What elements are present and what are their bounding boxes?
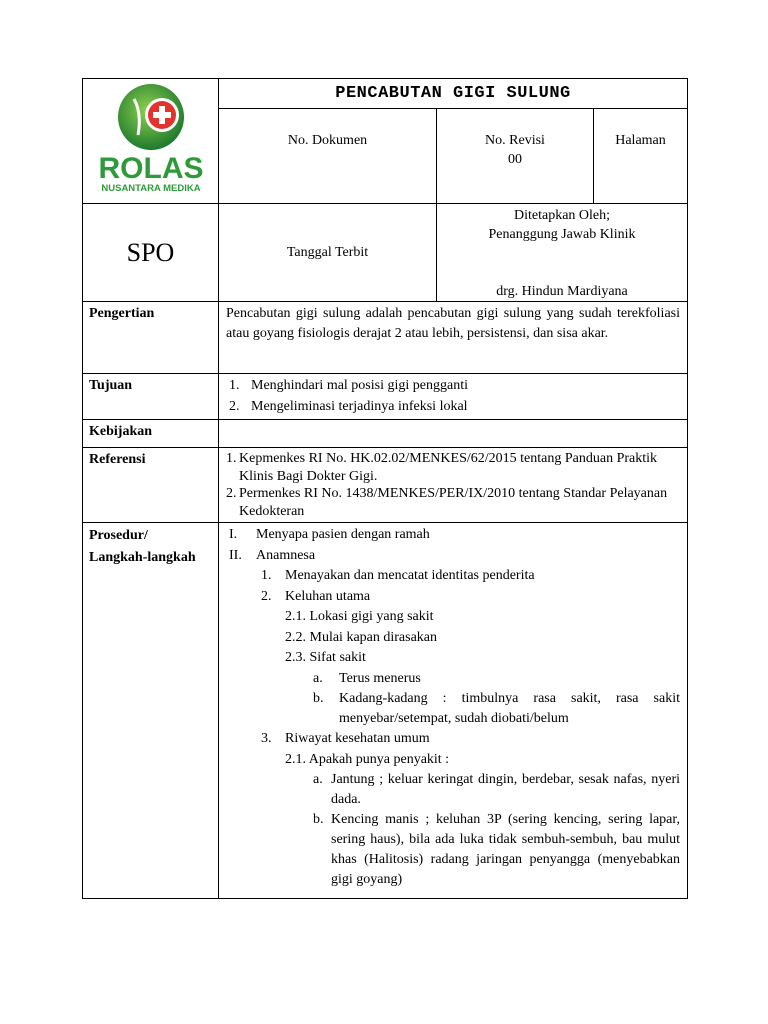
kebijakan-label: Kebijakan bbox=[83, 420, 219, 448]
step-ii: II. Anamnesa bbox=[229, 547, 316, 563]
list-item: 2. Mengeliminasi terjadinya infeksi lokal bbox=[229, 398, 468, 414]
step-3-1: 2.1. Apakah punya penyakit : bbox=[285, 751, 450, 767]
signer-name: drg. Hindun Mardiyana bbox=[496, 284, 628, 299]
step-3-1-b: b. Kencing manis ; keluhan 3P (sering kencing, sering lapar, sering haus), bila ada luka tidak sembuh-sembuh, bau mulut khas (Halitosis) radang jaringan penyangga (menyebabkan gigi goyang) bbox=[313, 812, 680, 887]
set-by-line: Ditetapkan Oleh; bbox=[513, 208, 611, 223]
referensi-list bbox=[219, 448, 688, 523]
step-3: 3. Riwayat kesehatan umum bbox=[261, 731, 430, 746]
step-2-3: 2.3. Sifat sakit bbox=[285, 650, 366, 665]
pengertian-label: Pengertian bbox=[83, 302, 219, 374]
logo-subtitle: NUSANTARA MEDIKA bbox=[100, 183, 201, 194]
page-label: Halaman bbox=[594, 108, 688, 203]
spo-label: SPO bbox=[83, 204, 219, 302]
referensi-label: Referensi bbox=[83, 448, 219, 523]
step-2: 2. Keluhan utama bbox=[261, 588, 371, 604]
document-title: PENCABUTAN GIGI SULUNG bbox=[219, 79, 688, 109]
doc-no-label: No. Dokumen bbox=[219, 108, 437, 203]
revision-cell bbox=[437, 108, 594, 203]
step-2-3-b: b. Kadang-kadang : timbulnya rasa sakit, rasa sakit menyebar/setempat, sudah diobati/belum bbox=[313, 691, 680, 726]
step-2-2: 2.2. Mulai kapan dirasakan bbox=[285, 629, 438, 645]
step-1: 1. Menayakan dan mencatat identitas penderita bbox=[261, 568, 535, 583]
tujuan-list bbox=[219, 374, 688, 420]
date-label: Tanggal Terbit bbox=[219, 204, 437, 302]
step-2-1: 2.1. Lokasi gigi yang sakit bbox=[285, 609, 434, 624]
pengertian-text: Pencabutan gigi sulung adalah pencabutan gigi sulung yang sudah terekfoliasi atau goyang fisiologis derajat 2 atau lebih, persistensi, dan sisa akar. bbox=[219, 302, 688, 374]
step-3-1-a: a. Jantung ; keluar keringat dingin, berdebar, sesak nafas, nyeri dada. bbox=[313, 772, 680, 807]
logo-name: ROLAS bbox=[98, 152, 203, 185]
logo-cell bbox=[83, 79, 219, 204]
list-item: 2. Permenkes RI No. 1438/MENKES/PER/IX/2010 tentang Standar Pelayanan Kedokteran bbox=[226, 486, 668, 519]
revision-value: 00 bbox=[508, 151, 522, 167]
tujuan-label: Tujuan bbox=[83, 374, 219, 420]
step-i: I. Menyapa pasien dengan ramah bbox=[229, 527, 430, 542]
approval-cell bbox=[437, 204, 688, 302]
prosedur-steps bbox=[219, 523, 688, 899]
list-item: 1. Kepmenkes RI No. HK.02.02/MENKES/62/2015 tentang Panduan Praktik Klinis Bagi Dokter Gigi. bbox=[226, 451, 658, 484]
kebijakan-value bbox=[219, 420, 688, 448]
role-line: Penanggung Jawab Klinik bbox=[488, 227, 636, 242]
rolas-logo bbox=[90, 79, 212, 197]
step-2-3-a: a. Terus menerus bbox=[313, 670, 421, 686]
list-item: 1. Menghindari mal posisi gigi pengganti bbox=[229, 378, 468, 393]
revision-label: No. Revisi bbox=[485, 132, 545, 148]
spo-table bbox=[82, 78, 688, 899]
prosedur-label: Prosedur/ Langkah-langkah bbox=[83, 523, 219, 899]
